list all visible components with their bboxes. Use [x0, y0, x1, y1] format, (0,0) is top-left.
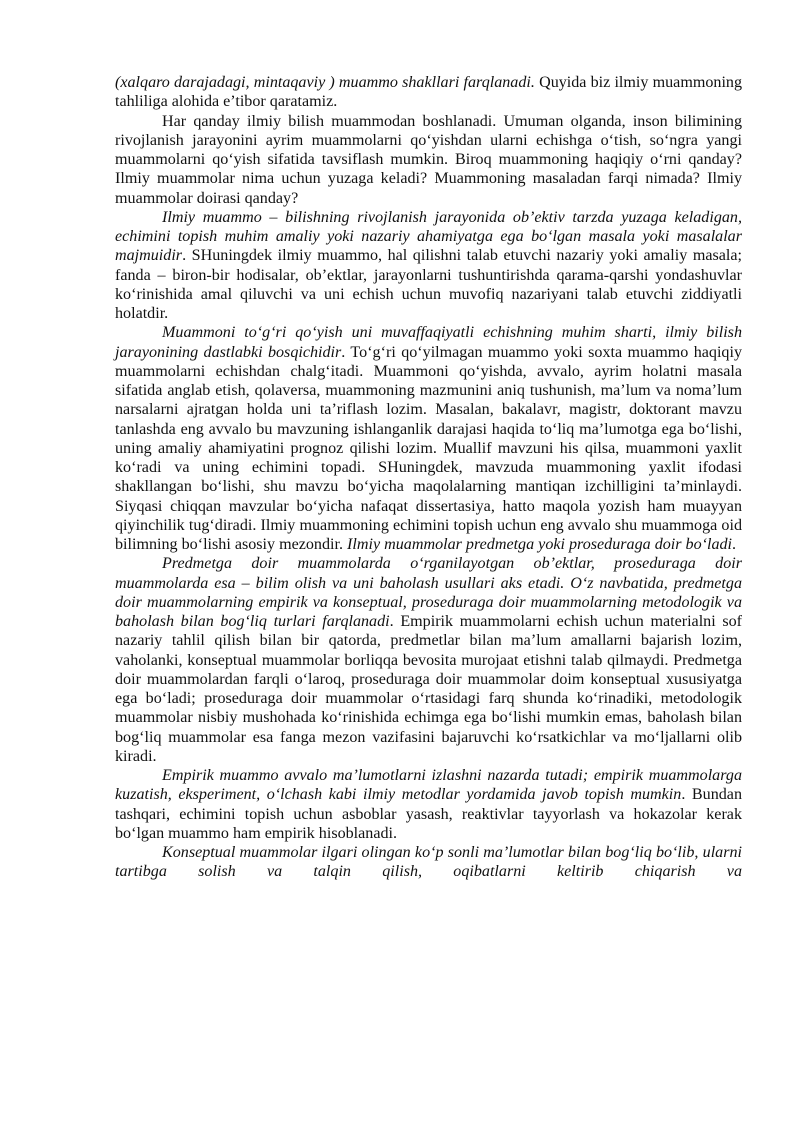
italic-text-run: Ilmiy muammolar predmetga yoki proseduraga doir bo‘ladi [347, 536, 733, 553]
text-run: . Empirik muammolarni echish uchun materialni sof nazariy tahlil qilish bilan bir qatorda, predmetlar bilan ma’lum amallarni bajarish lozim, vaholanki, konseptual muammolar borliqqa bevosita murojaat etishni talab qilmaydi. Predmetga doir muammolardan farqli o‘laroq, proseduraga doir muammolar doim konseptual xususiyatga ega bo‘ladi; proseduraga doir muammolar o‘rtasidagi farq shunda ko‘rinadiki, metodologik muammolar nisbiy mushohada ko‘rinishida echimga ega bo‘lishi mumkin emas, baholash bilan bog‘liq muammolar esa fanga mezon vazifasini bajaruvchi ko‘rsatkichlar va mo‘ljallarni olib kiradi. [115, 613, 743, 765]
italic-text-run: (xalqaro darajadagi, mintaqaviy ) muammo shakllari farqlanadi. [115, 74, 535, 91]
italic-text-run: Empirik muammo avvalo ma’lumotlarni izlashni nazarda tutadi; empirik muammolarga kuzatish, eksperiment, o‘lchash kabi ilmiy metodlar yordamida javob topish mumkin [115, 767, 742, 804]
text-run: . [732, 536, 737, 553]
text-run: Quyida biz ilmiy muammoning tahliliga alohida e’tibor qaratamiz. [115, 74, 743, 111]
paragraph [115, 208, 742, 324]
text-run: Har qanday ilmiy bilish muammodan boshlanadi. Umuman olganda, inson bilimining rivojlanish jarayonini ayrim muammolarni qo‘yishdan ularni echishga o‘tish, so‘ngra yangi muammolarni qo‘yish sifatida tavsiflash mumkin. Biroq muammoning haqiqiy o‘rni qanday? Ilmiy muammolar nima uchun yuzaga keladi? Muammoning masaladan farqi nimada? Ilmiy muammolar doirasi qanday? [115, 112, 742, 207]
italic-text-run: Ilmiy muammo – bilishning rivojlanish jarayonida ob’ektiv tarzda yuzaga keladigan, echimini topish muhim amaliy yoki nazariy ahamiyatga ega bo‘lgan masala yoki masalalar majmuidir [115, 208, 742, 265]
paragraph [115, 73, 742, 112]
text-run: . To‘g‘ri qo‘yilmagan muammo yoki soxta muammo haqiqiy muammolarni echishdan chalg‘itadi. Muammoni qo‘yishda, avvalo, ayrim holatni masala sifatida anglab etish, qolaversa, muammoning mazmunini aniq tushunish, ma’lum va noma’lum narsalarni ajratgan holda uni ta’riflash lozim. Masalan, bakalavr, magistr, doktorant mavzu tanlashda eng avvalo bu mavzuning ishlanganlik darajasi haqida to‘liq ma’lumotga ega bo‘lishi, uning amaliy ahamiyatini prognoz qilishi lozim. Muallif mavzuni his qilsa, muammoni yaxlit ko‘radi va uning echimini topadi. SHuningdek, mavzuda muammoning yaxlit ifodasi shakllangan bo‘lishi, shu mavzu bo‘yicha maqolalarning mantiqan izchilligini ta’minlaydi. Siyqasi chiqqan mavzular bo‘yicha nafaqat dissertasiya, hatto maqola yozish ham muayyan qiyinchilik tug‘diradi. Ilmiy muammoning echimini topish uchun eng avvalo shu muammoga oid bilimning bo‘lishi asosiy mezondir. [115, 343, 742, 553]
paragraph [115, 112, 742, 208]
italic-text-run: Predmetga doir muammolarda o‘rganilayotgan ob’ektlar, proseduraga doir muammolarda esa – bilim olish va uni baholash usullari aks etadi. O‘z navbatida, predmetga doir muammolarning empirik va konseptual, proseduraga doir muammolarning metodologik va baholash bilan bog‘liq turlari farqlanadi [115, 555, 742, 630]
paragraph [115, 323, 742, 554]
text-run: . SHuningdek ilmiy muammo, hal qilishni talab etuvchi nazariy yoki amaliy masala; fanda – biron-bir hodisalar, ob’ektlar, jarayonlarni tushuntirishda qarama-qarshi yondashuvlar ko‘rinishida amal qiluvchi va uni echish uchun muvofiq nazariyani talab etuvchi ziddiyatli holatdir. [115, 247, 742, 322]
paragraph [115, 766, 742, 843]
text-run: . Bundan tashqari, echimini topish uchun asboblar yasash, reaktivlar tayyorlash va hokazolar kerak bo‘lgan muammo ham empirik hisoblanadi. [115, 786, 742, 842]
text-body [115, 73, 742, 882]
italic-text-run: Konseptual muammolar ilgari olingan ko‘p sonli ma’lumotlar bilan bog‘liq bo‘lib, ularni tartibga solish va talqin qilish, oqibatlarni keltirib chiqarish va [115, 844, 742, 881]
paragraph [115, 554, 742, 766]
italic-text-run: Muammoni to‘g‘ri qo‘yish uni muvaffaqiyatli echishning muhim sharti, ilmiy bilish jarayonining dastlabki bosqichidir [115, 324, 742, 361]
paragraph [115, 843, 742, 882]
